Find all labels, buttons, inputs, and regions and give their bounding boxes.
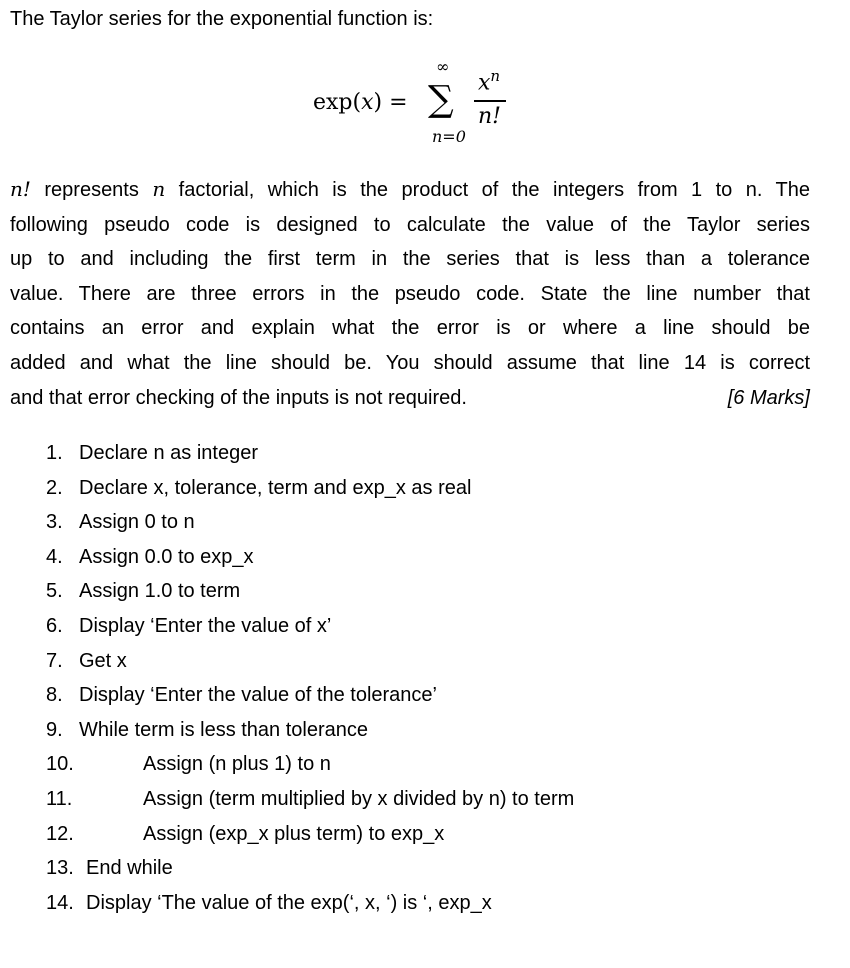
sum-upper-limit: ∞ — [436, 57, 450, 76]
paragraph-line: n! represents n factorial, which is the product of the integers from 1 to n. The — [10, 177, 810, 201]
code-line: 1. Declare n as integer — [46, 442, 258, 464]
code-line: 5. Assign 1.0 to term — [46, 580, 241, 603]
paragraph-line: added and what the line should be. You should assume that line 14 is correct — [10, 351, 810, 374]
pseudo-code-list — [46, 436, 574, 920]
fraction-denominator: n! — [478, 104, 502, 129]
code-line: 9. While term is less than tolerance — [46, 718, 369, 741]
fraction-numerator: $x^n$ — [478, 67, 501, 96]
code-line: 2. Declare x, tolerance, term and exp_x as real — [46, 476, 472, 499]
code-line: 13. End while — [46, 857, 173, 880]
code-line: 14. Display ‘The value of the exp(‘, x, ‘) is ‘, exp_x — [46, 891, 492, 914]
paragraph-line: value. There are three errors in the pseudo code. State the line number that — [10, 282, 810, 305]
intro-text: The Taylor series for the exponential function is: — [10, 8, 434, 30]
taylor-series-formula — [0, 56, 850, 156]
marks-label: [6 Marks] — [727, 386, 810, 409]
paragraph-line: up to and including the first term in the series that is less than a tolerance — [10, 248, 810, 271]
code-line: 8. Display ‘Enter the value of the tolerance’ — [46, 684, 437, 707]
paragraph-line: and that error checking of the inputs is not required. [6 Marks] — [10, 381, 810, 416]
sigma-symbol: ∑ — [428, 79, 454, 120]
code-line: 6. Display ‘Enter the value of x’ — [46, 614, 332, 637]
sum-lower-limit: n=0 — [432, 127, 466, 146]
paragraph-line: contains an error and explain what the error is or where a line should be — [10, 317, 810, 340]
code-line: 11. Assign (term multiplied by x divided by n) to term — [46, 787, 575, 810]
fraction-bar — [474, 100, 506, 102]
code-line: 7. Get x — [46, 649, 127, 672]
code-line: 4. Assign 0.0 to exp_x — [46, 545, 254, 568]
code-line: 12. Assign (exp_x plus term) to exp_x — [46, 822, 445, 845]
code-line: 10. Assign (n plus 1) to n — [46, 753, 331, 776]
code-line: 3. Assign 0 to n — [46, 511, 195, 534]
formula-lhs: exp(x) = — [313, 90, 408, 115]
paragraph-line: following pseudo code is designed to calculate the value of the Taylor series — [10, 213, 810, 236]
question-paragraph — [10, 172, 810, 415]
